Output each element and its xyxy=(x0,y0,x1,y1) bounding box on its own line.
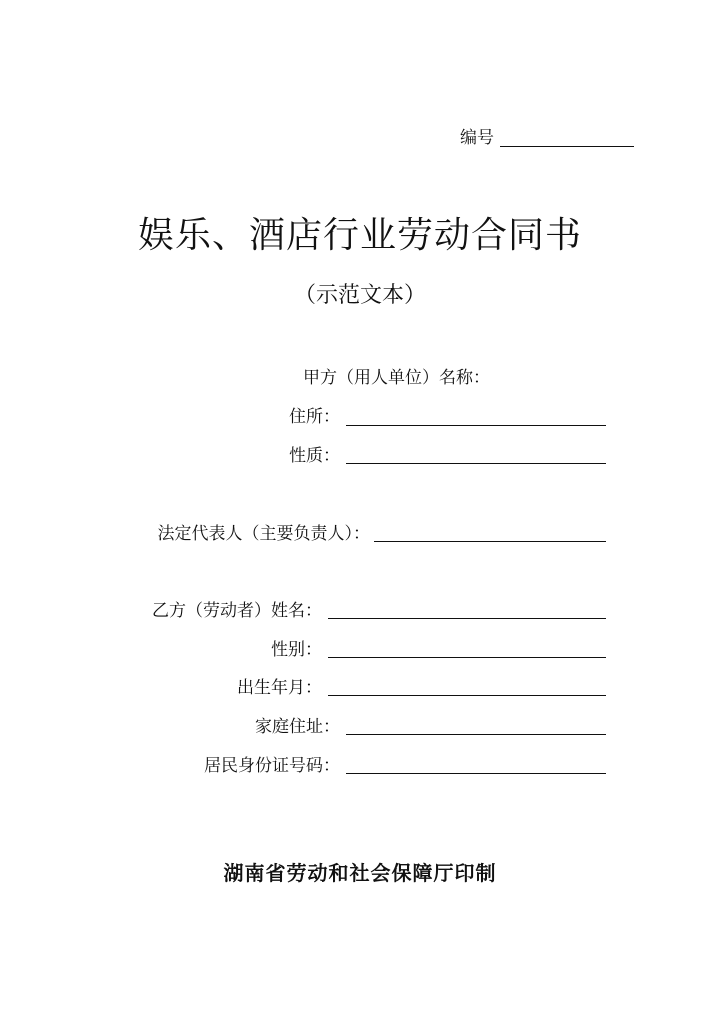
document-title: 娱乐、酒店行业劳动合同书 xyxy=(137,215,582,256)
party-b-name-field[interactable] xyxy=(328,618,606,619)
party-b-id-number-label: 居民身份证号码： xyxy=(204,756,340,776)
party-b-home-address-label: 家庭住址： xyxy=(255,717,340,737)
party-b-birth-field[interactable] xyxy=(328,695,606,696)
party-b-name-label: 乙方（劳动者）姓名： xyxy=(152,601,322,621)
party-a-address-label: 住所： xyxy=(289,407,340,427)
party-a-nature-label: 性质： xyxy=(289,446,340,466)
serial-number-field[interactable] xyxy=(500,146,634,147)
party-b-home-address-field[interactable] xyxy=(346,734,606,735)
party-b-gender-label: 性别： xyxy=(271,640,322,660)
party-b-id-number-field[interactable] xyxy=(346,773,606,774)
legal-representative-label: 法定代表人（主要负责人）： xyxy=(157,524,370,544)
party-a-nature-field[interactable] xyxy=(346,463,606,464)
serial-number-label: 编号 xyxy=(460,128,494,148)
issuer-footer: 湖南省劳动和社会保障厅印制 xyxy=(223,861,497,885)
party-a-name-label: 甲方（用人单位）名称： xyxy=(303,368,490,388)
party-b-birth-label: 出生年月： xyxy=(237,678,322,698)
party-b-gender-field[interactable] xyxy=(328,657,606,658)
party-a-address-field[interactable] xyxy=(346,425,606,426)
document-subtitle: （示范文本） xyxy=(293,283,426,308)
legal-representative-field[interactable] xyxy=(374,541,606,542)
